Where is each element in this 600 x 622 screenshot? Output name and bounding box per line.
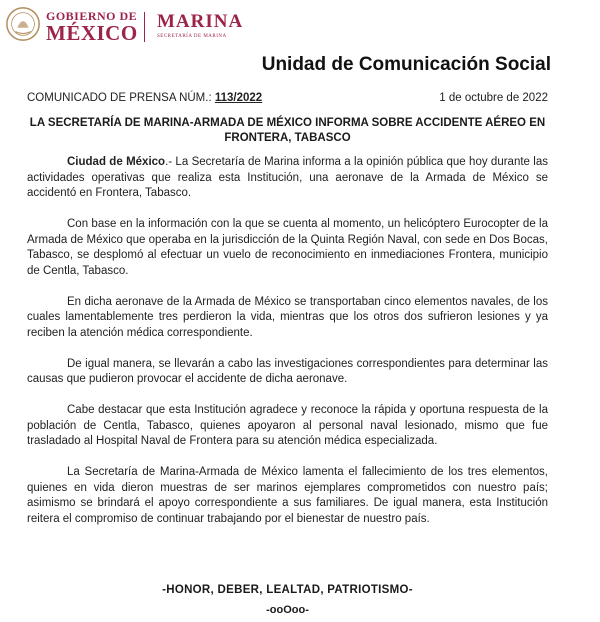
headline: LA SECRETARÍA DE MARINA-ARMADA DE MÉXICO INFORMA SOBRE ACCIDENTE AÉREO EN FRONTERA, TABASCO [29, 117, 546, 144]
communique-date: 1 de octubre de 2022 [439, 92, 548, 104]
motto: -HONOR, DEBER, LEALTAD, PATRIOTISMO- [162, 584, 413, 596]
marina-logo [157, 12, 243, 39]
paragraph-1-text: .- La Secretaría de Marina informa a la opinión pública que hoy durante las actividades operativas que realiza esta Institución, una aeronave de la Armada de México se accidentó en Frontera, Tabasco. [27, 156, 548, 199]
paragraph-6: La Secretaría de Marina-Armada de México lamenta el fallecimiento de los tres elementos, quienes en vida dieron muestras de ser marinos ejemplares comprometidos con nuestro país; asimismo se brindará el apoyo correspondiente a sus familiares. De igual manera, esta Institución reitera el compromiso de continuar trabajando por el bienestar de nuestro país. [27, 466, 548, 525]
paragraph-3: En dicha aeronave de la Armada de México se transportaban cinco elementos navales, de los cuales lamentablemente tres perdieron la vida, mientras que los otros dos sufrieron lesiones y ya reciben la atención médica correspondiente. [27, 295, 548, 339]
logo-divider [144, 12, 145, 42]
paragraph-4: De igual manera, se llevarán a cabo las investigaciones correspondientes para determinar las causas que pudieron provocar el accidente de dicha aeronave. [27, 357, 548, 385]
mexico-seal-icon [4, 4, 42, 44]
closing-mark: -ooOoo- [266, 604, 309, 616]
gobierno-line1: GOBIERNO DE [46, 9, 138, 23]
paragraph-5: Cabe destacar que esta Institución agradece y reconoce la rápida y oportuna respuesta de la población de Centla, Tabasco, quienes apoyaron al personal naval lesionado, mismo que fue trasladado al Hospital Naval de Frontera para su atención médica especializada. [27, 404, 548, 447]
press-body [27, 155, 548, 543]
communique-number: 113/2022 [214, 92, 263, 104]
paragraph-1 [27, 155, 548, 202]
gobierno-line2: MÉXICO [46, 21, 138, 45]
city-name: Ciudad de México [67, 156, 166, 168]
gobierno-logo [46, 10, 138, 44]
communique-meta [27, 92, 548, 104]
communique-label: COMUNICADO DE PRENSA NÚM.: [27, 92, 212, 104]
marina-title: MARINA [157, 11, 244, 32]
marina-subtitle: SECRETARÍA DE MARINA [157, 34, 227, 39]
paragraph-2: Con base en la información con la que se cuenta al momento, un helicóptero Eurocopter de la Armada de México que operaba en la jurisdicción de la Quinta Región Naval, con sede en Dos Bocas, Tabasco, se desplomó al efectuar un vuelo de reconocimiento en inmediaciones Frontera, municipio de Centla, Tabasco. [27, 218, 548, 277]
letterhead [0, 0, 600, 56]
unit-title: Unidad de Comunicación Social [261, 54, 551, 75]
